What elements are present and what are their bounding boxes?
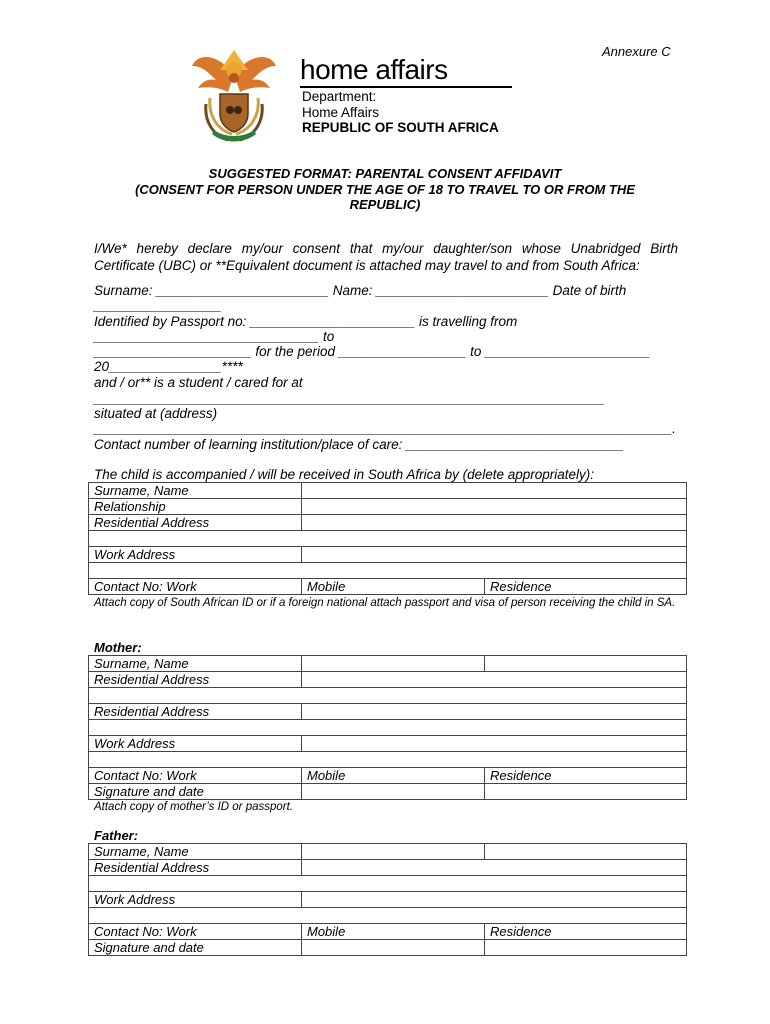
table-row [89, 908, 687, 924]
table-row [89, 656, 687, 672]
coat-of-arms-logo [188, 44, 280, 144]
year-line[interactable]: 20_______________**** [94, 359, 243, 374]
mother-surname-input[interactable] [302, 656, 485, 672]
father-name-input[interactable] [485, 844, 687, 860]
dept-country: REPUBLIC OF SOUTH AFRICA [302, 120, 499, 135]
accompanied-intro: The child is accompanied / will be received in South Africa by (delete appropriately): [94, 467, 595, 482]
residential-address-label: Residential Address [89, 515, 302, 531]
father-work-input[interactable] [302, 892, 687, 908]
table-row [89, 531, 687, 547]
period-line[interactable]: _____________________ for the period _________________ to ______________________ [94, 344, 651, 359]
table-row [89, 768, 687, 784]
father-contact-work-field[interactable]: Contact No: Work [89, 924, 302, 940]
table-row [89, 892, 687, 908]
father-work-input-2[interactable] [89, 908, 687, 924]
relationship-label: Relationship [89, 499, 302, 515]
title-line: REPUBLIC) [349, 197, 421, 212]
father-date-input[interactable] [485, 940, 687, 956]
residence-field[interactable]: Residence [485, 579, 687, 595]
father-heading: Father: [94, 828, 139, 843]
surname-name-label: Surname, Name [89, 483, 302, 499]
brand-divider [300, 86, 512, 88]
form-title [80, 166, 690, 213]
mother-contact-work-field[interactable]: Contact No: Work [89, 768, 302, 784]
mother-work-label: Work Address [89, 736, 302, 752]
father-signature-input[interactable] [302, 940, 485, 956]
table-row [89, 483, 687, 499]
address-label: situated at (address) [94, 406, 218, 421]
table-row [89, 579, 687, 595]
mother-work-input-2[interactable] [89, 752, 687, 768]
father-work-label: Work Address [89, 892, 302, 908]
father-residential-input[interactable] [302, 860, 687, 876]
mother-residential-input[interactable] [302, 672, 687, 688]
declaration-text: I/We* hereby declare my/our consent that my/our daughter/son whose Unabridged Birth Certificate (UBC) or **Equivalent document is attached may travel to and from South Africa: [94, 241, 678, 273]
residential-address-input-2[interactable] [89, 531, 687, 547]
mother-note: Attach copy of mother’s ID or passport. [94, 801, 293, 813]
title-line: SUGGESTED FORMAT: PARENTAL CONSENT AFFIDAVIT [208, 166, 562, 181]
mother-residential-label: Residential Address [89, 672, 302, 688]
mother-mobile-field[interactable]: Mobile [302, 768, 485, 784]
table-row [89, 752, 687, 768]
travelling-from-line[interactable]: ______________________________ to [94, 329, 335, 344]
father-residential-label: Residential Address [89, 860, 302, 876]
table-row [89, 844, 687, 860]
student-care-label: and / or** is a student / cared for at [94, 375, 303, 390]
table-row [89, 940, 687, 956]
table-row [89, 784, 687, 800]
accompanied-note: Attach copy of South African ID or if a foreign national attach passport and visa of person receiving the child in SA. [94, 597, 676, 609]
mother-signature-input[interactable] [302, 784, 485, 800]
department-block [302, 89, 499, 136]
father-surname-label: Surname, Name [89, 844, 302, 860]
father-residential-input-2[interactable] [89, 876, 687, 892]
table-row [89, 736, 687, 752]
mother-surname-label: Surname, Name [89, 656, 302, 672]
table-row [89, 704, 687, 720]
mobile-field[interactable]: Mobile [302, 579, 485, 595]
mother-residential-input-3[interactable] [302, 704, 687, 720]
title-line: (CONSENT FOR PERSON UNDER THE AGE OF 18 TO TRAVEL TO OR FROM THE [135, 181, 635, 197]
brand-title: home affairs [300, 54, 448, 85]
table-row [89, 672, 687, 688]
mother-name-input[interactable] [485, 656, 687, 672]
father-table [88, 843, 687, 956]
relationship-input[interactable] [302, 499, 687, 515]
work-address-label: Work Address [89, 547, 302, 563]
table-row [89, 924, 687, 940]
table-row [89, 499, 687, 515]
contact-work-field[interactable]: Contact No: Work [89, 579, 302, 595]
mother-signature-label: Signature and date [89, 784, 302, 800]
address-line[interactable]: _____________________________________________________________________________. [94, 421, 676, 436]
annexure-label: Annexure C [602, 44, 671, 59]
work-address-input[interactable] [302, 547, 687, 563]
father-mobile-field[interactable]: Mobile [302, 924, 485, 940]
work-address-input-2[interactable] [89, 563, 687, 579]
table-row [89, 876, 687, 892]
dept-line: Home Affairs [302, 104, 380, 120]
father-residence-field[interactable]: Residence [485, 924, 687, 940]
passport-line[interactable]: Identified by Passport no: ______________________ is travelling from [94, 314, 518, 329]
table-row [89, 860, 687, 876]
surname-name-dob-line[interactable]: Surname: _______________________ Name: _______________________ Date of birth [94, 283, 627, 298]
mother-table [88, 655, 687, 800]
table-row [89, 563, 687, 579]
mother-residence-field[interactable]: Residence [485, 768, 687, 784]
table-row [89, 547, 687, 563]
mother-residential-input-2[interactable] [89, 688, 687, 704]
mother-heading: Mother: [94, 640, 142, 655]
table-row [89, 515, 687, 531]
accompanied-table [88, 482, 687, 595]
table-row [89, 720, 687, 736]
father-surname-input[interactable] [302, 844, 485, 860]
contact-institution-line[interactable]: Contact number of learning institution/place of care: _____________________________ [94, 437, 624, 452]
table-row [89, 688, 687, 704]
residential-address-input[interactable] [302, 515, 687, 531]
mother-work-input[interactable] [302, 736, 687, 752]
mother-residential-label-2: Residential Address [89, 704, 302, 720]
mother-date-input[interactable] [485, 784, 687, 800]
dept-line: Department: [302, 89, 377, 104]
mother-residential-input-4[interactable] [89, 720, 687, 736]
institution-line[interactable]: ____________________________________________________________________ [94, 391, 605, 406]
dob-line[interactable]: _________________ [94, 298, 222, 313]
father-signature-label: Signature and date [89, 940, 302, 956]
surname-name-input[interactable] [302, 483, 687, 499]
